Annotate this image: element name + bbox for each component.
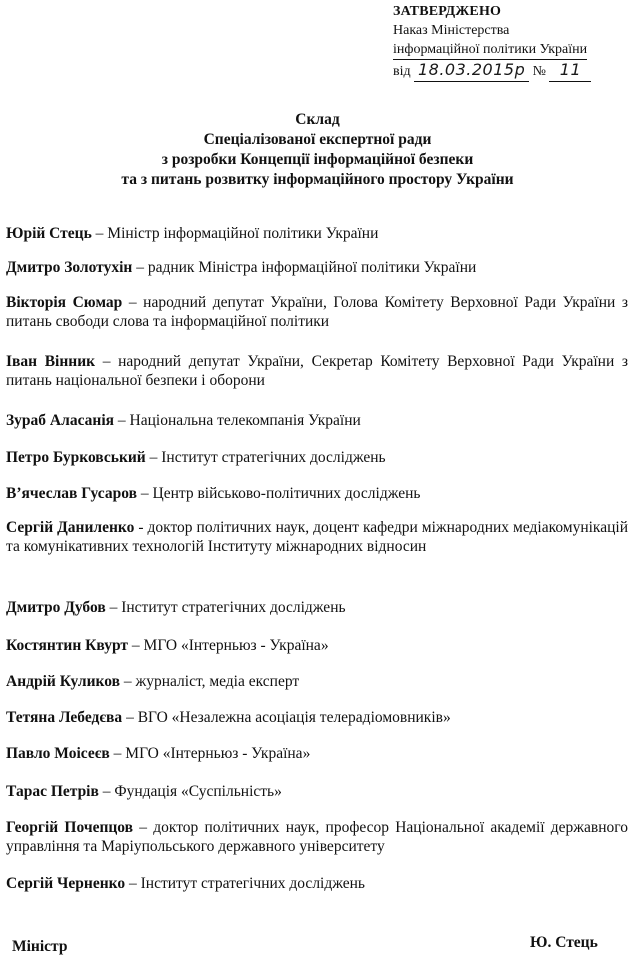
document-title bbox=[0, 110, 635, 190]
member-name: Вікторія Сюмар bbox=[6, 294, 123, 311]
approval-date-row bbox=[393, 60, 629, 82]
title-line-3: з розробки Концепції інформаційної безпеки bbox=[161, 151, 474, 168]
member-role: – Інститут стратегічних досліджень bbox=[125, 875, 365, 892]
title-line-2: Спеціалізованої експертної ради bbox=[203, 131, 432, 148]
signature-name: Ю. Стець bbox=[530, 934, 598, 951]
member-role: – народний депутат України, Секретар Комітету Верховної Ради України з питань національної безпеки і оборони bbox=[6, 353, 629, 389]
member-role: – Міністр інформаційної політики України bbox=[91, 225, 379, 242]
member-name: Сергій Даниленко bbox=[6, 519, 135, 536]
number-prefix: № bbox=[532, 64, 546, 79]
approval-line-1: Наказ Міністерства bbox=[393, 23, 510, 38]
member-role: – радник Міністра інформаційної політики України bbox=[132, 259, 477, 276]
member-name: Сергій Черненко bbox=[6, 875, 126, 892]
list-item bbox=[6, 411, 628, 430]
member-role: – МГО «Інтерньюз - Україна» bbox=[109, 745, 311, 762]
list-item bbox=[6, 258, 628, 277]
member-role: – Національна телекомпанія України bbox=[114, 412, 361, 429]
list-item bbox=[6, 708, 628, 727]
member-role: – народний депутат України, Голова Комітету Верховної Ради України з питань свободи слова та інформаційної політики bbox=[6, 294, 628, 330]
member-role: – журналіст, медіа експерт bbox=[120, 673, 300, 690]
member-name: Костянтин Квурт bbox=[6, 637, 129, 654]
list-item bbox=[6, 293, 628, 331]
member-name: Павло Моісеєв bbox=[6, 745, 110, 762]
list-item bbox=[6, 484, 628, 503]
list-item bbox=[6, 818, 628, 856]
title-line-4: та з питань розвитку інформаційного простору України bbox=[121, 171, 514, 188]
member-name: В’ячеслав Гусаров bbox=[6, 485, 137, 502]
member-role: – доктор політичних наук, професор Національної академії державного управління та Маріупольського державного університету bbox=[6, 819, 628, 855]
member-role: – Інститут стратегічних досліджень bbox=[145, 449, 386, 466]
list-item bbox=[6, 598, 628, 617]
member-name: Тетяна Лебедєва bbox=[6, 709, 123, 726]
list-item bbox=[6, 782, 628, 801]
member-role: – Фундація «Суспільність» bbox=[98, 783, 282, 800]
member-role: – Інститут стратегічних досліджень bbox=[105, 599, 346, 616]
list-item bbox=[6, 672, 628, 691]
approval-heading: ЗАТВЕРДЖЕНО bbox=[393, 4, 502, 19]
title-line-1: Склад bbox=[295, 111, 340, 128]
signature-position: Міністр bbox=[12, 938, 68, 955]
list-item bbox=[6, 448, 628, 467]
list-item bbox=[6, 352, 628, 390]
approval-date: 18.03.2015р bbox=[417, 60, 526, 79]
list-item bbox=[6, 518, 628, 556]
member-name: Дмитро Дубов bbox=[6, 599, 106, 616]
approval-stamp bbox=[393, 2, 629, 82]
member-role: – ВГО «Незалежна асоціація телерадіомовників» bbox=[122, 709, 451, 726]
approval-number: 11 bbox=[559, 60, 582, 79]
member-name: Андрій Куликов bbox=[6, 673, 121, 690]
member-name: Тарас Петрів bbox=[6, 783, 99, 800]
list-item bbox=[6, 874, 628, 893]
member-role: – МГО «Інтерньюз - Україна» bbox=[128, 637, 329, 654]
list-item bbox=[6, 636, 628, 655]
member-name: Петро Бурковський bbox=[6, 449, 146, 466]
member-role: - доктор політичних наук, доцент кафедри міжнародних медіакомунікацій та комунікативних технологій Інституту міжнародних відносин bbox=[6, 519, 629, 555]
date-prefix: від bbox=[393, 64, 411, 79]
approval-line-2: інформаційної політики України bbox=[393, 40, 587, 60]
member-name: Георгій Почепцов bbox=[6, 819, 134, 836]
list-item bbox=[6, 744, 628, 763]
member-name: Іван Вінник bbox=[6, 353, 96, 370]
member-name: Дмитро Золотухін bbox=[6, 259, 133, 276]
member-name: Зураб Аласанія bbox=[6, 412, 115, 429]
member-name: Юрій Стець bbox=[6, 225, 92, 242]
list-item bbox=[6, 224, 628, 243]
member-role: – Центр військово-політичних досліджень bbox=[137, 485, 421, 502]
